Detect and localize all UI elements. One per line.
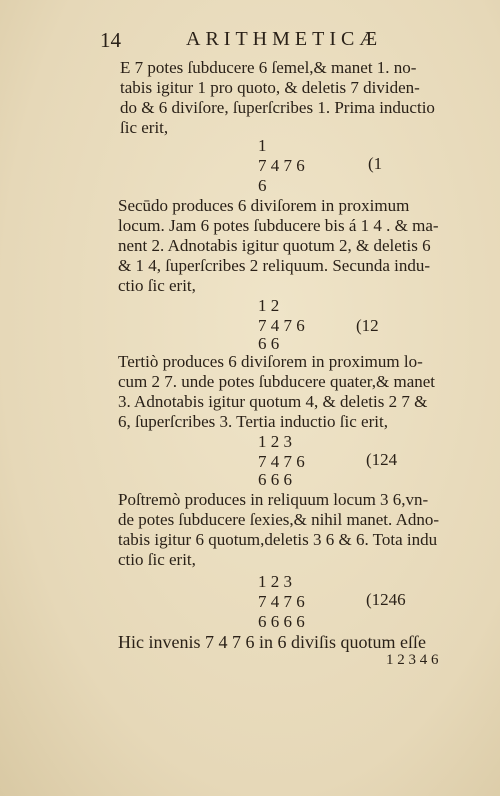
diagram4-dividend: 7 4 7 6 xyxy=(258,592,305,611)
text-line: & 1 4, ſuperſcribes 2 reliquum. Secunda indu- xyxy=(118,256,431,275)
diagram3-divisor: 6 6 6 xyxy=(258,470,292,489)
diagram4-divisor: 6 6 6 6 xyxy=(258,612,305,631)
diagram1-divisor: 6 xyxy=(258,176,267,195)
text-line: 6, ſuperſcribes 3. Tertia inductio ſic erit, xyxy=(118,412,388,431)
diagram4-quotient: (1246 xyxy=(366,590,406,609)
text-line: ſic erit, xyxy=(120,118,169,137)
text-line: Poſtremò produces in reliquum locum 3 6,vn- xyxy=(118,490,429,509)
diagram1-quotient: (1 xyxy=(368,154,383,173)
diagram2-quotient: (12 xyxy=(356,316,379,335)
diagram4-top: 1 2 3 xyxy=(258,572,292,591)
text-line: tabis igitur 1 pro quoto, & deletis 7 dividen- xyxy=(120,78,420,97)
diagram3-dividend: 7 4 7 6 xyxy=(258,452,305,471)
closing-result: 1 2 3 4 6 xyxy=(386,652,439,668)
diagram2-dividend: 7 4 7 6 xyxy=(258,316,305,335)
diagram2-divisor: 6 6 xyxy=(258,334,280,353)
text-line: ctio ſic erit, xyxy=(118,276,196,295)
running-head: ARITHMETICÆ xyxy=(186,28,383,50)
text-line: tabis igitur 6 quotum,deletis 3 6 & 6. Tota indu xyxy=(118,530,438,549)
text-line: E 7 potes ſubducere 6 ſemel,& manet 1. no- xyxy=(120,58,417,77)
diagram1-dividend: 7 4 7 6 xyxy=(258,156,305,175)
text-line: de potes ſubducere ſexies,& nihil manet. Adno- xyxy=(118,510,440,529)
page-number: 14 xyxy=(100,28,121,52)
text-line: Tertiò produces 6 diviſorem in proximum lo- xyxy=(118,352,423,371)
diagram3-top: 1 2 3 xyxy=(258,432,292,451)
text-line: 3. Adnotabis igitur quotum 4, & deletis 2 7 & xyxy=(118,392,428,411)
text-line: ctio ſic erit, xyxy=(118,550,196,569)
text-line: Secūdo produces 6 diviſorem in proximum xyxy=(118,196,410,215)
diagram1-top: 1 xyxy=(258,136,267,155)
diagram2-top: 1 2 xyxy=(258,296,280,315)
text-line: do & 6 diviſore, ſuperſcribes 1. Prima inductio xyxy=(120,98,435,117)
closing-line: Hic invenis 7 4 7 6 in 6 diviſis quotum eſſe xyxy=(118,632,426,652)
text-line: locum. Jam 6 potes ſubducere bis á 1 4 . & ma- xyxy=(118,216,439,235)
diagram3-quotient: (124 xyxy=(366,450,398,469)
text-line: nent 2. Adnotabis igitur quotum 2, & deletis 6 xyxy=(118,236,431,255)
text-line: cum 2 7. unde potes ſubducere quater,& manet xyxy=(118,372,436,391)
